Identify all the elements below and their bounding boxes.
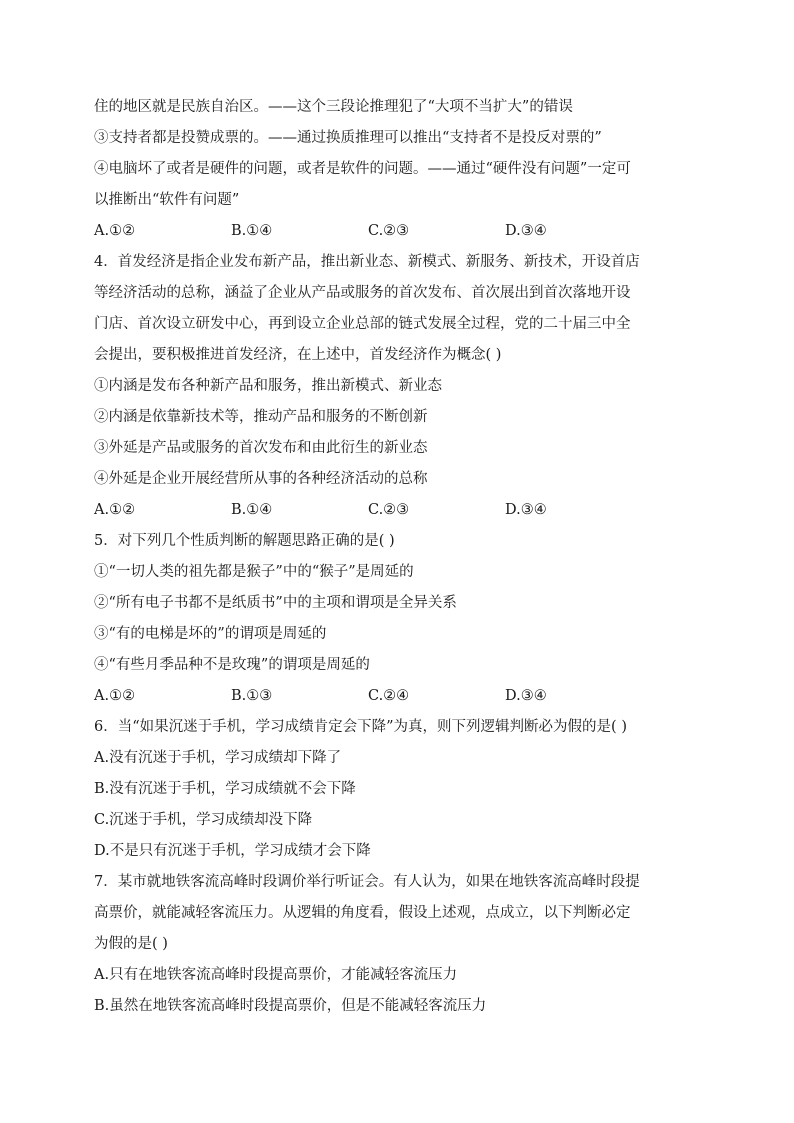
- q5-options: [94, 681, 714, 712]
- q4-item3: ③外延是产品或服务的首次发布和由此衍生的新业态: [94, 440, 428, 456]
- q4-item2: ②内涵是依靠新技术等，推动产品和服务的不断创新: [94, 409, 428, 425]
- q5-option-d: D.③④: [505, 688, 547, 704]
- q3-option-a: A.①②: [94, 223, 136, 239]
- q3-item2-continuation: 住的地区就是民族自治区。——这个三段论推理犯了“大项不当扩大”的错误: [94, 99, 573, 115]
- q4-stem-line2: 等经济活动的总称，涵益了企业从产品或服务的首次发布、首次展出到首次落地开设: [94, 285, 631, 301]
- q4-option-c: C.②③: [368, 502, 410, 518]
- q5-option-b: B.①③: [231, 688, 273, 704]
- q4-stem-line1: 4．首发经济是指企业发布新产品，推出新业态、新模式、新服务、新技术，开设首店: [94, 254, 640, 270]
- q5-item3: ③“有的电梯是坏的”的谓项是周延的: [94, 626, 327, 642]
- q3-options: [94, 216, 714, 247]
- q5-stem: 5．对下列几个性质判断的解题思路正确的是( ): [94, 533, 395, 549]
- q3-option-d: D.③④: [505, 223, 547, 239]
- q5-item2: ②“所有电子书都不是纸质书”中的主项和谓项是全异关系: [94, 595, 457, 611]
- q3-option-c: C.②③: [368, 223, 410, 239]
- q4-options: [94, 495, 714, 526]
- q6-option-b: B.没有沉迷于手机，学习成绩就不会下降: [94, 781, 356, 797]
- q4-option-d: D.③④: [505, 502, 547, 518]
- q7-stem-line3: 为假的是( ): [94, 936, 168, 952]
- q5-item4: ④“有些月季品种不是玫瑰”的谓项是周延的: [94, 657, 370, 673]
- q6-option-c: C.沉迷于手机，学习成绩却没下降: [94, 812, 313, 828]
- q7-option-b: B.虽然在地铁客流高峰时段提高票价，但是不能减轻客流压力: [94, 998, 487, 1014]
- q3-option-b: B.①④: [231, 223, 273, 239]
- q3-item4-line1: ④电脑坏了或者是硬件的问题，或者是软件的问题。——通过“硬件没有问题”一定可: [94, 161, 631, 177]
- q3-item3: ③支持者都是投赞成票的。——通过换质推理可以推出“支持者不是投反对票的”: [94, 130, 602, 146]
- q5-option-c: C.②④: [368, 688, 410, 704]
- q6-option-a: A.没有沉迷于手机，学习成绩却下降了: [94, 750, 342, 766]
- q6-stem: 6．当“如果沉迷于手机，学习成绩肯定会下降”为真，则下列逻辑判断必为假的是( ): [94, 719, 627, 735]
- q4-item4: ④外延是企业开展经营所从事的各种经济活动的总称: [94, 471, 428, 487]
- q4-stem-line3: 门店、首次设立研发中心，再到设立企业总部的链式发展全过程，党的二十届三中全: [94, 316, 631, 332]
- q6-option-d: D.不是只有沉迷于手机，学习成绩才会下降: [94, 843, 371, 859]
- q7-stem-line1: 7．某市就地铁客流高峰时段调价举行听证会。有人认为，如果在地铁客流高峰时段提: [94, 874, 640, 890]
- q4-option-a: A.①②: [94, 502, 136, 518]
- q4-item1: ①内涵是发布各种新产品和服务，推出新模式、新业态: [94, 378, 442, 394]
- q5-option-a: A.①②: [94, 688, 136, 704]
- document-page: [94, 92, 714, 1022]
- q5-item1: ①“一切人类的祖先都是猴子”中的“猴子”是周延的: [94, 564, 414, 580]
- q4-option-b: B.①④: [231, 502, 273, 518]
- q4-stem-line4: 会提出，要积极推进首发经济，在上述中，首发经济作为概念( ): [94, 347, 502, 363]
- q3-item4-line2: 以推断出“软件有问题”: [94, 192, 240, 208]
- q7-stem-line2: 高票价，就能减轻客流压力。从逻辑的角度看，假设上述观，点成立，以下判断必定: [94, 905, 631, 921]
- q7-option-a: A.只有在地铁客流高峰时段提高票价，才能减轻客流压力: [94, 967, 458, 983]
